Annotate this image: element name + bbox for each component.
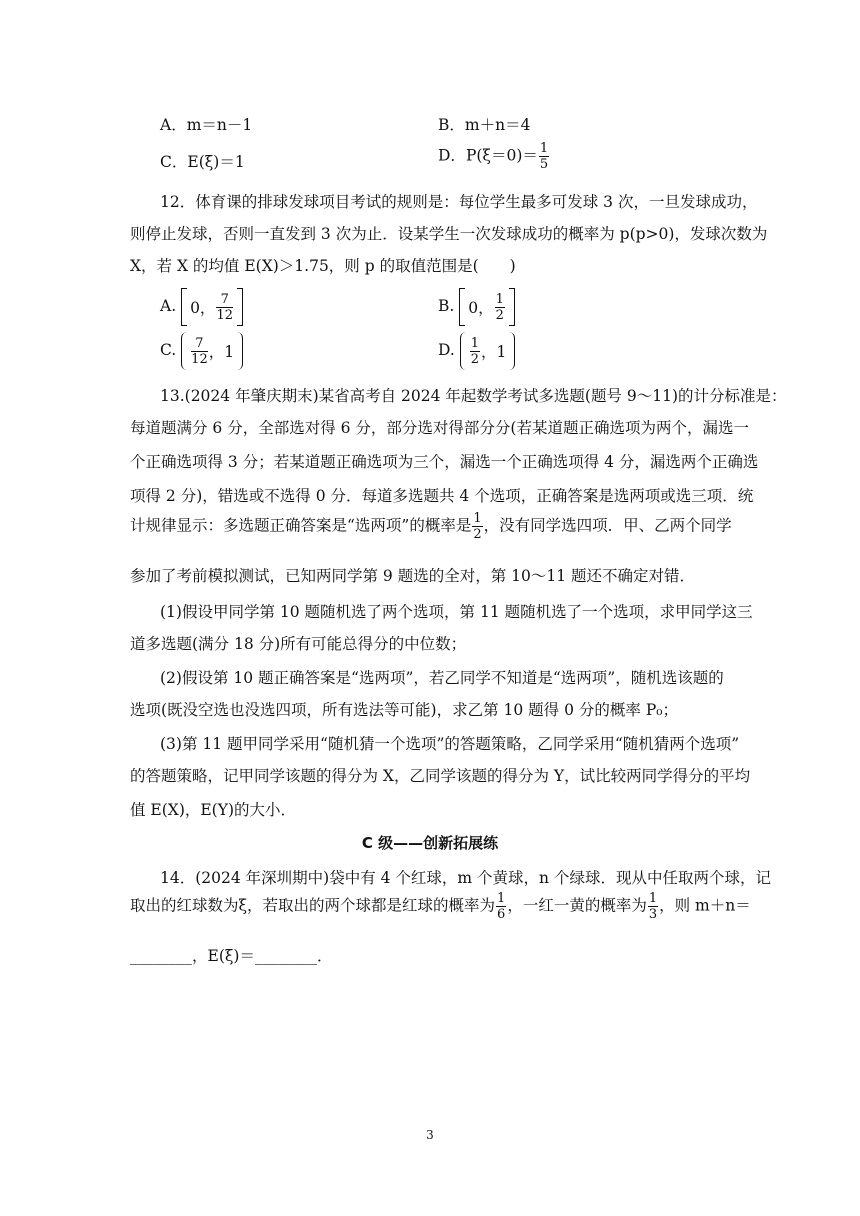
q13-part-3-line-3: 值 E(X)，E(Y)的大小． [130,801,297,819]
question-12-line-2: 则停止发球，否则一直发到 3 次为止．设某学生一次发球成功的概率为 p(p>0)，发球次数为 [130,225,768,243]
q12-option-a: A. 0， $\frac{7}{12}$ [160,288,243,326]
q13-part-3-line-1: (3)第 11 题甲同学采用“随机猜一个选项”的答题策略，乙同学采用“随机猜两个选项” [160,735,740,753]
option-b: B．m＋n＝4 [438,116,531,134]
q12-option-c: C. $\frac{7}{12}$ ，1 [160,332,243,370]
question-13-line-3: 个正确选项得 3 分；若某道题正确选项为三个，漏选一个正确选项得 4 分，漏选两个正确选 [130,453,759,471]
question-13-line-1: 13.(2024 年肇庆期末)某省高考自 2024 年起数学考试多选题(题号 9～11)的计分标准是： [160,387,787,405]
question-14-line-2: 取出的红球数为ξ，若取出的两个球都是红球的概率为 $\frac{1}{6}$ ，一红一黄的概率为 $\frac{1}{3}$ ，则 m＋n＝ [130,891,751,922]
q13-part-3-line-2: 的答题策略，记甲同学该题的得分为 X，乙同学该题的得分为 Y，试比较两同学得分的平均 [130,767,751,785]
option-a: A．m＝n－1 [160,116,253,134]
q12-option-b: B. 0， $\frac{1}{2}$ [438,288,515,326]
q13-part-2-line-1: (2)假设第 10 题正确答案是“选两项”，若乙同学不知道是“选两项”，随机选该题的 [160,669,724,687]
option-c: C．E(ξ)＝1 [160,153,245,171]
page-number: 3 [426,1128,434,1142]
question-12-line-3: X，若 X 的均值 E(X)＞1.75，则 p 的取值范围是( ) [130,257,516,275]
question-12-line-1: 12．体育课的排球发球项目考试的规则是：每位学生最多可发球 3 次，一旦发球成功， [160,193,758,211]
question-13-line-2: 每道题满分 6 分，全部选对得 6 分，部分选对得部分分(若某道题正确选项为两个，漏选一 [130,419,749,437]
fraction: $\frac{1}{5}$ [539,141,549,172]
q13-part-2-line-2: 选项(既没空选也没选四项，所有选法等可能)，求乙第 10 题得 0 分的概率 P₀； [130,701,678,719]
section-title: C 级——创新拓展练 [361,834,499,852]
question-14-line-3: ________，E(ξ)＝________． [130,947,333,965]
question-13-line-6: 参加了考前模拟测试，已知两同学第 9 题选的全对，第 10～11 题还不确定对错． [130,567,696,585]
question-13-line-5: 计规律显示：多选题正确答案是“选两项”的概率是 $\frac{1}{2}$ ，没有同学选四项．甲、乙两个同学 [130,511,732,542]
q13-part-1-line-2: 道多选题(满分 18 分)所有可能总得分的中位数； [130,635,467,653]
option-d: D．P(ξ＝0)＝ $\frac{1}{5}$ [438,141,549,172]
q12-option-d: D. $\frac{1}{2}$ ，1 [438,332,515,370]
question-14-line-1: 14．(2024 年深圳期中)袋中有 4 个红球，m 个黄球，n 个绿球．现从中任取两个球，记 [160,869,771,887]
q13-part-1-line-1: (1)假设甲同学第 10 题随机选了两个选项，第 11 题随机选了一个选项，求甲同学这三 [160,603,753,621]
question-13-line-4: 项得 2 分)，错选或不选得 0 分．每道多选题共 4 个选项，正确答案是选两项或选三项．统 [130,487,754,505]
